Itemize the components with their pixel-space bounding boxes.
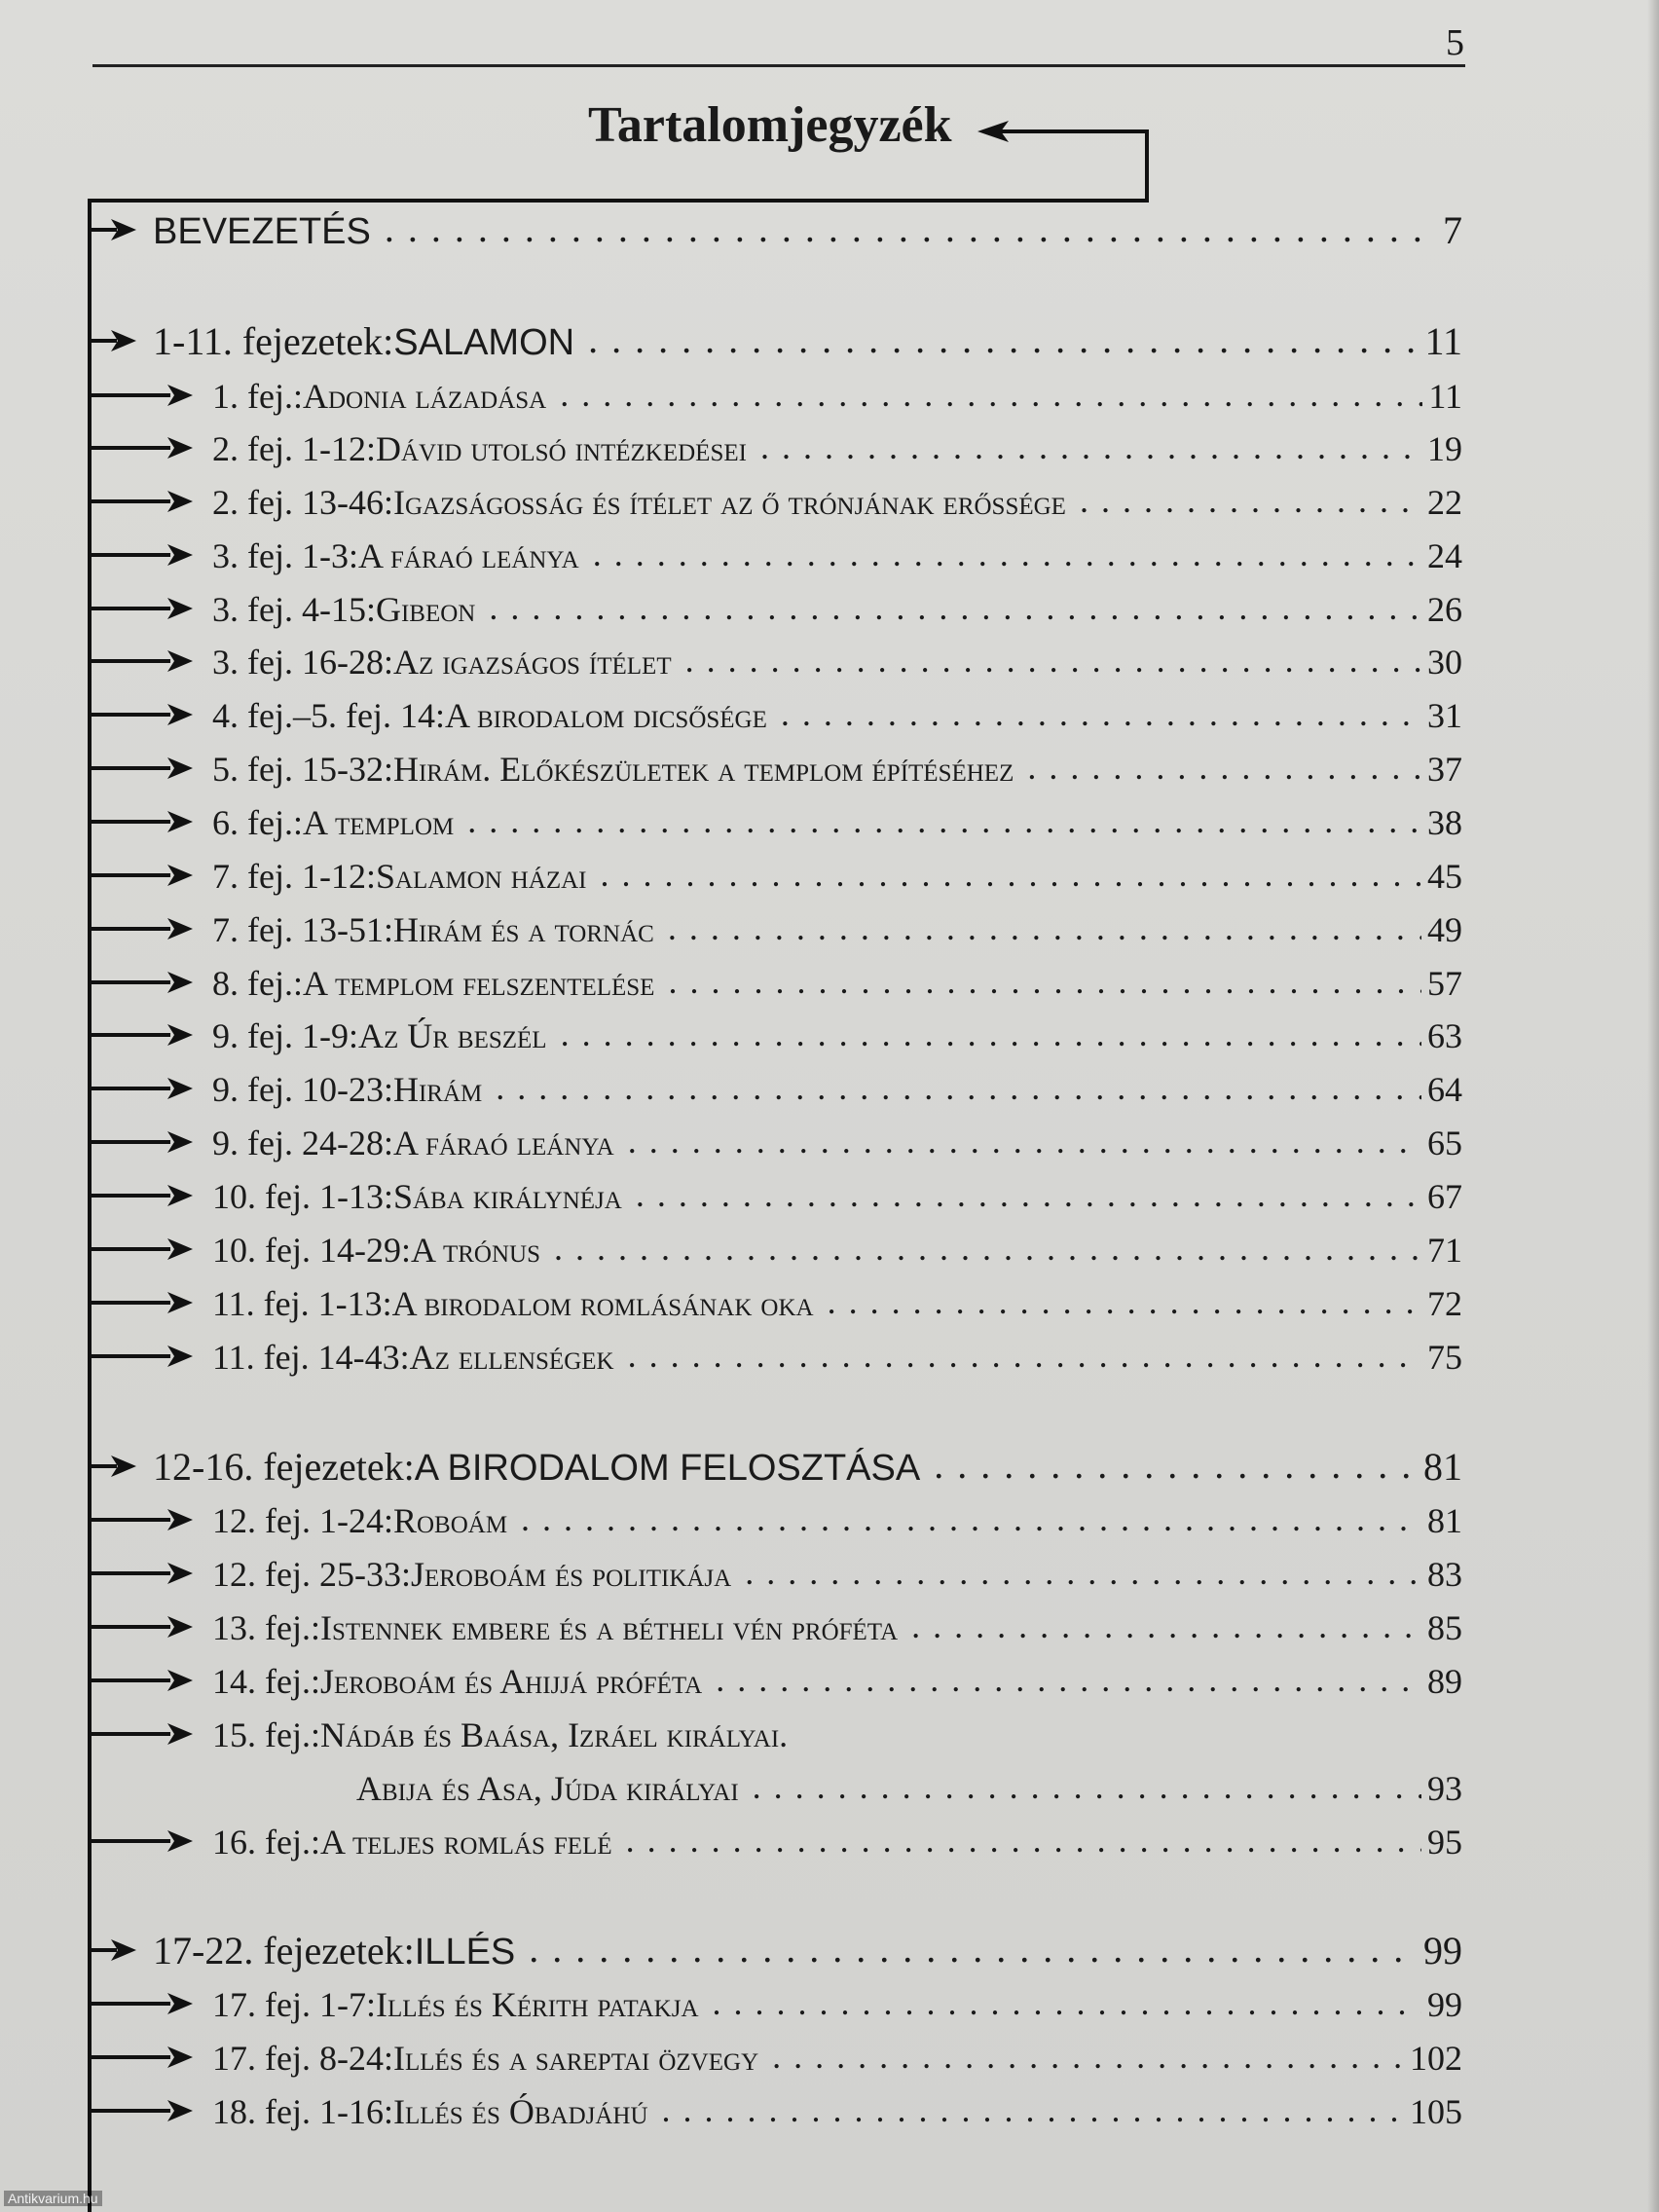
- entry-title: A templom: [302, 803, 455, 842]
- title-arrowhead-icon: [977, 121, 1009, 142]
- toc-section-entry: [153, 319, 1462, 365]
- entry-title: BEVEZETÉS: [153, 211, 371, 252]
- entry-page-number: 81: [1423, 1445, 1462, 1489]
- entry-page-number: 102: [1410, 2039, 1462, 2078]
- entry-page-number: 26: [1427, 590, 1462, 629]
- arrow-right-icon: [167, 544, 193, 566]
- arrow-right-icon: [167, 972, 193, 993]
- toc-section-entry: [153, 208, 1462, 254]
- entry-title: Illés és Kérith patakja: [375, 1985, 699, 2024]
- toc-title: Tartalomjegyzék: [588, 97, 952, 153]
- arrow-right-icon: [167, 704, 193, 725]
- arrow-right-icon: [167, 1563, 193, 1584]
- arrow-right-icon: [167, 491, 193, 512]
- arrow-right-icon: [167, 1292, 193, 1313]
- toc-entry: [212, 800, 1462, 845]
- entry-chapter-ref: 17. fej. 1-7:: [212, 1985, 376, 2024]
- arrow-right-icon: [167, 811, 193, 832]
- arrow-right-icon: [167, 1024, 193, 1046]
- header-rule: [92, 64, 1465, 67]
- dot-leader: [628, 1333, 1421, 1378]
- entry-page-number: 45: [1427, 857, 1462, 896]
- toc-entry: [212, 1174, 1462, 1219]
- entry-chapter-ref: 7. fej. 13-51:: [212, 910, 393, 949]
- arrow-right-icon: [167, 650, 193, 672]
- arrow-right-icon: [167, 385, 193, 406]
- entry-chapter-ref: 9. fej. 24-28:: [212, 1124, 393, 1162]
- arrow-right-icon: [167, 2100, 193, 2121]
- entry-page-number: 67: [1427, 1177, 1462, 1216]
- entry-page-number: 71: [1427, 1231, 1462, 1270]
- entry-chapter-ref: 11. fej. 1-13:: [212, 1284, 392, 1323]
- toc-entry: [212, 1121, 1462, 1165]
- entry-chapter-ref: 14. fej.:: [212, 1662, 320, 1701]
- arrow-right-icon: [167, 1346, 193, 1367]
- toc-entry: [212, 1281, 1462, 1326]
- dot-leader: [753, 1764, 1421, 1809]
- toc-entry: [356, 1766, 1462, 1811]
- entry-title: Igazságosság és ítélet az ő trónjának erőssége: [392, 483, 1066, 522]
- dot-leader: [781, 691, 1421, 736]
- entry-page-number: 93: [1427, 1769, 1462, 1808]
- toc-entry: [212, 426, 1462, 471]
- arrow-right-icon: [167, 2046, 193, 2068]
- entry-title: A BIRODALOM FELOSZTÁSA: [414, 1448, 921, 1489]
- entry-chapter-ref: 3. fej. 4-15:: [212, 590, 376, 629]
- entry-chapter-ref: 15. fej.:: [212, 1715, 320, 1754]
- entry-page-number: 7: [1443, 208, 1462, 252]
- entry-chapter-ref: 3. fej. 16-28:: [212, 643, 393, 682]
- arrow-right-icon: [167, 1670, 193, 1691]
- toc-entry: [212, 693, 1462, 738]
- toc-entry: [212, 961, 1462, 1006]
- dot-leader: [467, 798, 1421, 843]
- dot-leader: [554, 1226, 1421, 1271]
- entry-page-number: 75: [1427, 1338, 1462, 1377]
- entry-title: Hirám: [392, 1070, 483, 1109]
- arrow-right-icon: [111, 1939, 136, 1961]
- entry-title: Hirám és a tornác: [392, 910, 654, 949]
- entry-page-number: 89: [1427, 1662, 1462, 1701]
- toc-entry: [212, 1067, 1462, 1112]
- entry-chapter-ref: 12. fej. 1-24:: [212, 1501, 393, 1540]
- entry-page-number: 83: [1427, 1555, 1462, 1594]
- entry-chapter-ref: 12. fej. 25-33:: [212, 1555, 411, 1594]
- arrow-right-icon: [167, 757, 193, 779]
- entry-chapter-ref: 7. fej. 1-12:: [212, 857, 376, 896]
- dot-leader: [385, 206, 1437, 251]
- entry-page-number: 85: [1427, 1608, 1462, 1647]
- entry-chapter-ref: 16. fej.:: [212, 1823, 320, 1862]
- entry-page-number: 72: [1427, 1284, 1462, 1323]
- toc-entry: [212, 1982, 1462, 2027]
- entry-page-number: 99: [1427, 1985, 1462, 2024]
- entry-title: Istennek embere és a bétheli vén próféta: [319, 1608, 899, 1647]
- entry-page-number: 105: [1410, 2092, 1462, 2131]
- entry-page-number: 11: [1424, 319, 1462, 363]
- watermark: Antikvarium.hu: [4, 2191, 102, 2206]
- arrow-right-icon: [167, 598, 193, 619]
- entry-title: Roboám: [392, 1501, 508, 1540]
- entry-title: Illés és Óbadjáhú: [392, 2092, 648, 2131]
- toc-entry: [212, 1228, 1462, 1272]
- toc-entry: [212, 2089, 1462, 2134]
- dot-leader: [588, 317, 1419, 362]
- dot-leader: [489, 585, 1421, 630]
- entry-chapter-ref: 11. fej. 14-43:: [212, 1338, 410, 1377]
- dot-leader: [713, 1980, 1422, 2025]
- arrow-right-icon: [167, 1238, 193, 1260]
- entry-chapter-ref: 2. fej. 1-12:: [212, 429, 376, 468]
- dot-leader: [560, 372, 1422, 417]
- arrow-right-icon: [167, 1185, 193, 1206]
- toc-entry: [212, 640, 1462, 684]
- entry-title: A templom felszentelése: [302, 964, 655, 1003]
- entry-title: Jeroboám és Ahijjá próféta: [319, 1662, 703, 1701]
- arrow-right-icon: [111, 330, 136, 351]
- dot-leader: [626, 1818, 1421, 1862]
- dot-leader: [600, 852, 1421, 897]
- dot-leader: [668, 905, 1421, 950]
- entry-page-number: 49: [1427, 910, 1462, 949]
- arrow-right-icon: [167, 1078, 193, 1099]
- toc-section-entry: [153, 1445, 1462, 1491]
- entry-chapter-ref: 6. fej.:: [212, 803, 303, 842]
- entry-page-number: 31: [1427, 696, 1462, 735]
- dot-leader: [685, 638, 1421, 682]
- entry-chapter-ref: 8. fej.:: [212, 964, 303, 1003]
- toc-entry: [212, 1820, 1462, 1864]
- toc-entry: [212, 534, 1462, 578]
- entry-page-number: 19: [1427, 429, 1462, 468]
- arrow-right-icon: [111, 219, 136, 240]
- entry-title: A teljes romlás felé: [319, 1823, 612, 1862]
- dot-leader: [529, 1927, 1418, 1972]
- dot-leader: [934, 1443, 1418, 1488]
- entry-title: Nádáb és Baása, Izráel királyai.: [319, 1715, 789, 1754]
- toc-entry: [212, 907, 1462, 952]
- entry-page-number: 57: [1427, 964, 1462, 1003]
- dot-leader: [593, 532, 1421, 576]
- dot-leader: [716, 1657, 1421, 1702]
- arrow-right-icon: [167, 1830, 193, 1852]
- entry-title: Abija és Asa, Júda királyai: [356, 1769, 739, 1808]
- dot-leader: [1080, 478, 1421, 523]
- entry-page-number: 38: [1427, 803, 1462, 842]
- toc-entry: [212, 1014, 1462, 1058]
- entry-chapter-ref: 9. fej. 1-9:: [212, 1016, 358, 1055]
- entry-title: Az Úr beszél: [357, 1016, 547, 1055]
- entry-title: Az igazságos ítélet: [392, 643, 672, 682]
- entry-title: Sába királynéja: [392, 1177, 622, 1216]
- entry-chapter-ref: 1-11. fejezetek:: [153, 319, 394, 363]
- dot-leader: [760, 424, 1421, 469]
- toc-entry: [212, 1335, 1462, 1380]
- entry-chapter-ref: 12-16. fejezetek:: [153, 1445, 415, 1489]
- entry-chapter-ref: 3. fej. 1-3:: [212, 536, 358, 575]
- entry-title: Adonia lázadása: [302, 377, 547, 416]
- entry-title: Hirám. Előkészületek a templom építéséhez: [392, 750, 1014, 789]
- entry-chapter-ref: 4. fej.–5. fej. 14:: [212, 696, 445, 735]
- dot-leader: [662, 2087, 1404, 2132]
- toc-entry: [212, 1605, 1462, 1650]
- entry-title: Jeroboám és politikája: [410, 1555, 732, 1594]
- arrow-right-icon: [167, 1993, 193, 2014]
- toc-entry: [212, 1498, 1462, 1543]
- entry-chapter-ref: 5. fej. 15-32:: [212, 750, 393, 789]
- toc-entry: [212, 2036, 1462, 2081]
- entry-title: SALAMON: [393, 322, 575, 363]
- toc-section-entry: [153, 1929, 1462, 1974]
- entry-title: Salamon házai: [375, 857, 587, 896]
- entry-chapter-ref: 9. fej. 10-23:: [212, 1070, 393, 1109]
- entry-title: Gibeon: [375, 590, 476, 629]
- arrow-right-icon: [167, 865, 193, 886]
- toc-entry: [212, 1659, 1462, 1704]
- dot-leader: [561, 1012, 1421, 1056]
- entry-title: A fáraó leánya: [357, 536, 579, 575]
- entry-page-number: 37: [1427, 750, 1462, 789]
- toc-entry: [212, 1552, 1462, 1597]
- entry-page-number: 95: [1427, 1823, 1462, 1862]
- entry-chapter-ref: 18. fej. 1-16:: [212, 2092, 393, 2131]
- toc-entry: [212, 587, 1462, 632]
- entry-chapter-ref: 1. fej.:: [212, 377, 303, 416]
- page-edge-shadow: [1647, 0, 1659, 2212]
- entry-chapter-ref: 17. fej. 8-24:: [212, 2039, 393, 2078]
- arrow-right-icon: [111, 1456, 136, 1477]
- entry-page-number: 22: [1427, 483, 1462, 522]
- entry-page-number: 65: [1427, 1124, 1462, 1162]
- arrow-right-icon: [167, 1509, 193, 1530]
- entry-title: Dávid utolsó intézkedései: [375, 429, 747, 468]
- entry-title: Az ellenségek: [409, 1338, 614, 1377]
- entry-title: A trónus: [410, 1231, 540, 1270]
- entry-chapter-ref: 13. fej.:: [212, 1608, 320, 1647]
- dot-leader: [496, 1065, 1421, 1110]
- entry-title: A fáraó leánya: [392, 1124, 614, 1162]
- dot-leader: [636, 1172, 1421, 1217]
- toc-entry: [212, 374, 1462, 419]
- dot-leader: [828, 1279, 1421, 1324]
- entry-page-number: 30: [1427, 643, 1462, 682]
- arrow-right-icon: [167, 918, 193, 940]
- entry-chapter-ref: 17-22. fejezetek:: [153, 1929, 415, 1972]
- entry-page-number: 63: [1427, 1016, 1462, 1055]
- entry-page-number: 11: [1428, 377, 1462, 416]
- dot-leader: [1027, 745, 1421, 790]
- dot-leader: [911, 1604, 1421, 1648]
- page-number: 5: [1446, 22, 1464, 63]
- entry-page-number: 24: [1427, 536, 1462, 575]
- arrow-right-icon: [167, 437, 193, 459]
- entry-chapter-ref: 10. fej. 1-13:: [212, 1177, 393, 1216]
- arrow-right-icon: [167, 1616, 193, 1638]
- dot-leader: [772, 2034, 1404, 2079]
- entry-title: A birodalom dicsősége: [444, 696, 767, 735]
- entry-title: ILLÉS: [414, 1932, 516, 1972]
- entry-chapter-ref: 2. fej. 13-46:: [212, 483, 393, 522]
- entry-title: A birodalom romlásának oka: [391, 1284, 814, 1323]
- dot-leader: [668, 959, 1421, 1004]
- dot-leader: [745, 1550, 1421, 1595]
- entry-page-number: 81: [1427, 1501, 1462, 1540]
- dot-leader: [628, 1119, 1421, 1163]
- arrow-right-icon: [167, 1723, 193, 1745]
- arrow-right-icon: [167, 1131, 193, 1153]
- toc-entry: [212, 854, 1462, 899]
- toc-entry: [212, 747, 1462, 792]
- entry-page-number: 64: [1427, 1070, 1462, 1109]
- toc-entry: [212, 480, 1462, 525]
- dot-leader: [521, 1496, 1421, 1541]
- toc-entry: [212, 1713, 1462, 1757]
- entry-title: Illés és a sareptai özvegy: [392, 2039, 759, 2078]
- entry-page-number: 99: [1423, 1929, 1462, 1972]
- entry-chapter-ref: 10. fej. 14-29:: [212, 1231, 411, 1270]
